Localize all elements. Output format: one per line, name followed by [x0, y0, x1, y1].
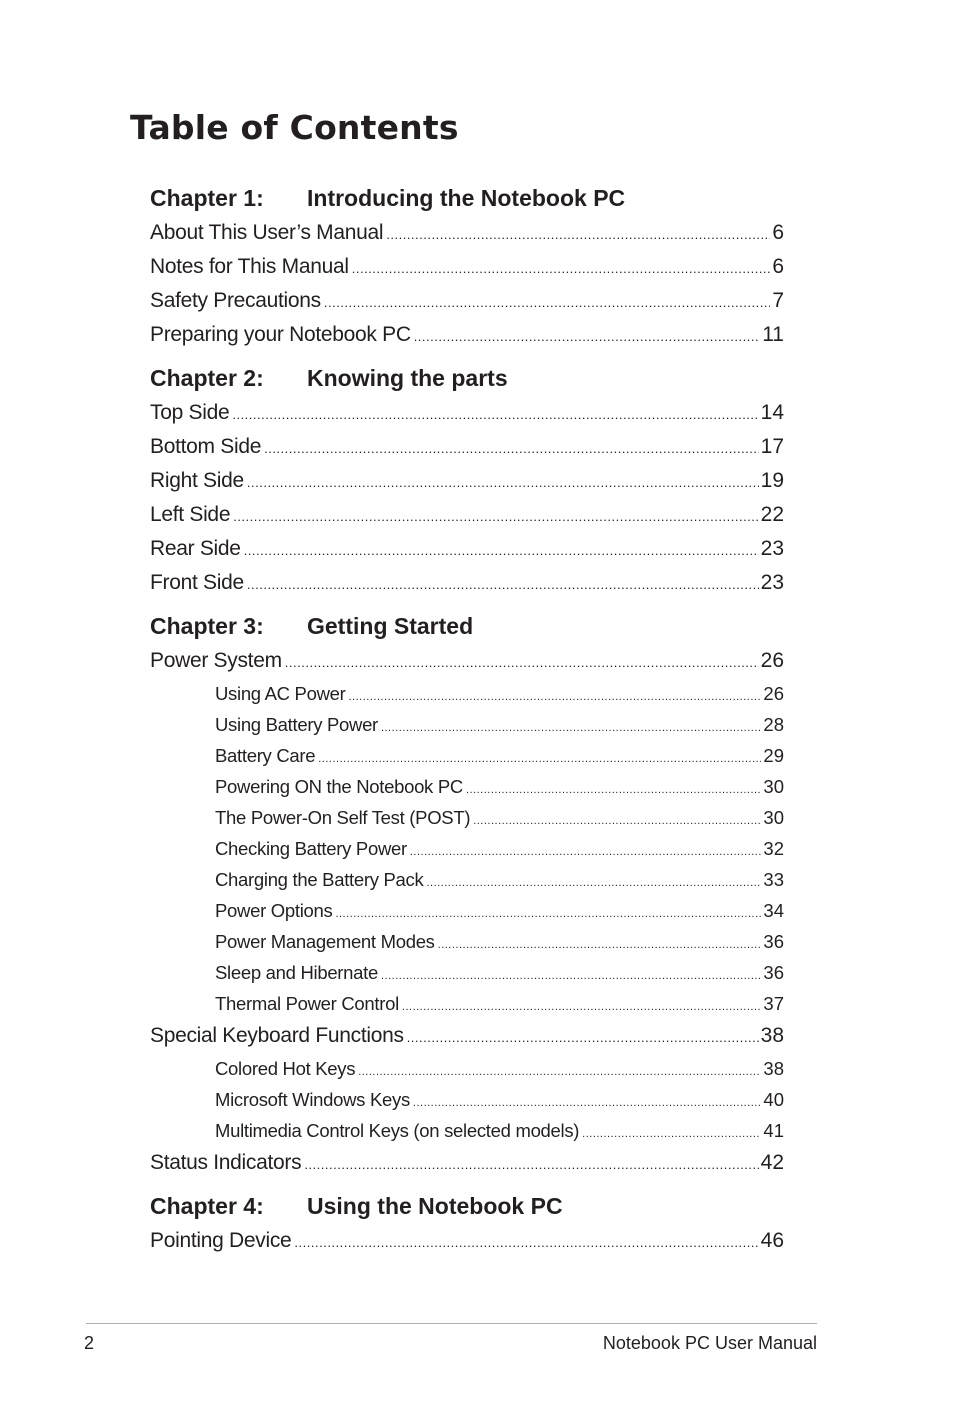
dot-leader: [582, 1119, 761, 1150]
toc-entry-page: 17: [760, 435, 784, 458]
page-title: Table of Contents: [130, 108, 459, 147]
toc-entry-label: Pointing Device: [150, 1229, 292, 1252]
toc-entry-page: 36: [763, 962, 784, 983]
toc-entry-label: Special Keyboard Functions: [150, 1024, 404, 1047]
toc-entry-page: 37: [763, 993, 784, 1014]
toc-entry-page: 30: [763, 807, 784, 828]
toc-entry-page: 28: [763, 714, 784, 735]
toc-entry-left-side[interactable]: [150, 498, 784, 532]
table-of-contents: [150, 180, 784, 1258]
toc-entry-label: Power Management Modes: [215, 931, 435, 952]
dot-leader: [247, 466, 759, 500]
dot-leader: [386, 218, 770, 252]
toc-entry-page: 14: [760, 401, 784, 424]
toc-entry-page: 38: [763, 1058, 784, 1079]
footer-divider: [86, 1323, 817, 1324]
toc-entry-label: Using Battery Power: [215, 714, 378, 735]
toc-entry-label: Multimedia Control Keys (on selected models): [215, 1120, 580, 1141]
toc-entry-rear-side[interactable]: [150, 532, 784, 566]
toc-entry-label: Checking Battery Power: [215, 838, 407, 859]
chapter-title: Getting Started: [307, 613, 474, 639]
toc-entry-about-this-users-manual[interactable]: [150, 216, 784, 250]
toc-subentry-power-management-modes[interactable]: [150, 926, 784, 957]
toc-entry-page: 36: [763, 931, 784, 952]
toc-entry-label: Rear Side: [150, 537, 241, 560]
dot-leader: [381, 961, 761, 992]
toc-subentry-charging-battery-pack[interactable]: [150, 864, 784, 895]
toc-entry-page: 29: [763, 745, 784, 766]
toc-entry-label: Thermal Power Control: [215, 993, 399, 1014]
dot-leader: [414, 320, 761, 354]
dot-leader: [473, 806, 761, 837]
chapter-1-heading: [150, 180, 784, 216]
toc-entry-status-indicators[interactable]: [150, 1146, 784, 1180]
toc-subentry-thermal-power-control[interactable]: [150, 988, 784, 1019]
dot-leader: [285, 646, 759, 680]
toc-subentry-using-ac-power[interactable]: [150, 678, 784, 709]
dot-leader: [438, 930, 762, 961]
toc-entry-page: 7: [772, 289, 784, 312]
toc-entry-label: Powering ON the Notebook PC: [215, 776, 463, 797]
toc-entry-page: 30: [763, 776, 784, 797]
toc-entry-page: 38: [760, 1024, 784, 1047]
toc-entry-page: 19: [760, 469, 784, 492]
dot-leader: [410, 837, 762, 868]
toc-entry-label: Bottom Side: [150, 435, 262, 458]
toc-entry-page: 33: [763, 869, 784, 890]
toc-entry-page: 26: [760, 649, 784, 672]
dot-leader: [247, 568, 759, 602]
toc-entry-label: Charging the Battery Pack: [215, 869, 424, 890]
toc-entry-label: Top Side: [150, 401, 230, 424]
toc-entry-page: 40: [763, 1089, 784, 1110]
chapter-3-heading: [150, 608, 784, 644]
toc-entry-label: Power System: [150, 649, 282, 672]
toc-entry-page: 26: [763, 683, 784, 704]
toc-entry-label: Preparing your Notebook PC: [150, 323, 411, 346]
toc-entry-page: 32: [763, 838, 784, 859]
toc-subentry-using-battery-power[interactable]: [150, 709, 784, 740]
dot-leader: [426, 868, 761, 899]
dot-leader: [381, 713, 761, 744]
toc-entry-page: 41: [763, 1120, 784, 1141]
toc-entry-page: 34: [763, 900, 784, 921]
dot-leader: [352, 252, 771, 286]
toc-entry-top-side[interactable]: [150, 396, 784, 430]
dot-leader: [244, 534, 759, 568]
toc-subentry-microsoft-windows-keys[interactable]: [150, 1084, 784, 1115]
toc-entry-label: Power Options: [215, 900, 333, 921]
chapter-number: Chapter 1:: [150, 185, 264, 211]
toc-entry-front-side[interactable]: [150, 566, 784, 600]
toc-entry-page: 23: [760, 537, 784, 560]
toc-entry-pointing-device[interactable]: [150, 1224, 784, 1258]
toc-entry-page: 46: [760, 1229, 784, 1252]
chapter-2-heading: [150, 360, 784, 396]
toc-subentry-multimedia-control-keys[interactable]: [150, 1115, 784, 1146]
toc-entry-label: Safety Precautions: [150, 289, 321, 312]
dot-leader: [407, 1021, 759, 1055]
toc-entry-label: Status Indicators: [150, 1151, 302, 1174]
toc-entry-page: 6: [772, 221, 784, 244]
toc-entry-page: 22: [760, 503, 784, 526]
dot-leader: [402, 992, 762, 1023]
toc-entry-label: Battery Care: [215, 745, 316, 766]
toc-entry-preparing-your-notebook-pc[interactable]: [150, 318, 784, 352]
chapter-number: Chapter 3:: [150, 613, 264, 639]
toc-entry-label: Front Side: [150, 571, 244, 594]
chapter-title: Introducing the Notebook PC: [307, 185, 626, 211]
chapter-number: Chapter 4:: [150, 1193, 264, 1219]
footer-manual-title: Notebook PC User Manual: [602, 1333, 817, 1353]
dot-leader: [324, 286, 770, 320]
toc-entry-page: 23: [760, 571, 784, 594]
toc-entry-label: Microsoft Windows Keys: [215, 1089, 410, 1110]
toc-entry-right-side[interactable]: [150, 464, 784, 498]
toc-entry-power-system[interactable]: [150, 644, 784, 678]
toc-subentry-sleep-and-hibernate[interactable]: [150, 957, 784, 988]
toc-subentry-checking-battery-power[interactable]: [150, 833, 784, 864]
toc-entry-label: Colored Hot Keys: [215, 1058, 356, 1079]
toc-entry-page: 11: [762, 323, 784, 346]
dot-leader: [264, 432, 759, 466]
toc-entry-label: Left Side: [150, 503, 231, 526]
toc-entry-special-keyboard-functions[interactable]: [150, 1019, 784, 1053]
dot-leader: [466, 775, 761, 806]
toc-subentry-battery-care[interactable]: [150, 740, 784, 771]
toc-entry-page: 6: [772, 255, 784, 278]
toc-subentry-power-on-self-test[interactable]: [150, 802, 784, 833]
toc-entry-label: The Power-On Self Test (POST): [215, 807, 471, 828]
footer-page-number: 2: [84, 1333, 95, 1353]
chapter-4-heading: [150, 1188, 784, 1224]
chapter-title: Using the Notebook PC: [307, 1193, 563, 1219]
toc-entry-label: Notes for This Manual: [150, 255, 349, 278]
dot-leader: [233, 500, 758, 534]
dot-leader: [349, 682, 762, 713]
toc-entry-label: Right Side: [150, 469, 244, 492]
toc-entry-bottom-side[interactable]: [150, 430, 784, 464]
toc-subentry-powering-on[interactable]: [150, 771, 784, 802]
chapter-title: Knowing the parts: [307, 365, 508, 391]
dot-leader: [294, 1226, 758, 1260]
dot-leader: [232, 398, 758, 432]
toc-entry-label: Using AC Power: [215, 683, 346, 704]
dot-leader: [358, 1057, 761, 1088]
toc-entry-label: About This User’s Manual: [150, 221, 384, 244]
toc-subentry-colored-hot-keys[interactable]: [150, 1053, 784, 1084]
toc-subentry-power-options[interactable]: [150, 895, 784, 926]
toc-entry-label: Sleep and Hibernate: [215, 962, 378, 983]
toc-entry-safety-precautions[interactable]: [150, 284, 784, 318]
dot-leader: [304, 1148, 758, 1182]
toc-entry-page: 42: [760, 1151, 784, 1174]
chapter-number: Chapter 2:: [150, 365, 264, 391]
toc-entry-notes-for-this-manual[interactable]: [150, 250, 784, 284]
